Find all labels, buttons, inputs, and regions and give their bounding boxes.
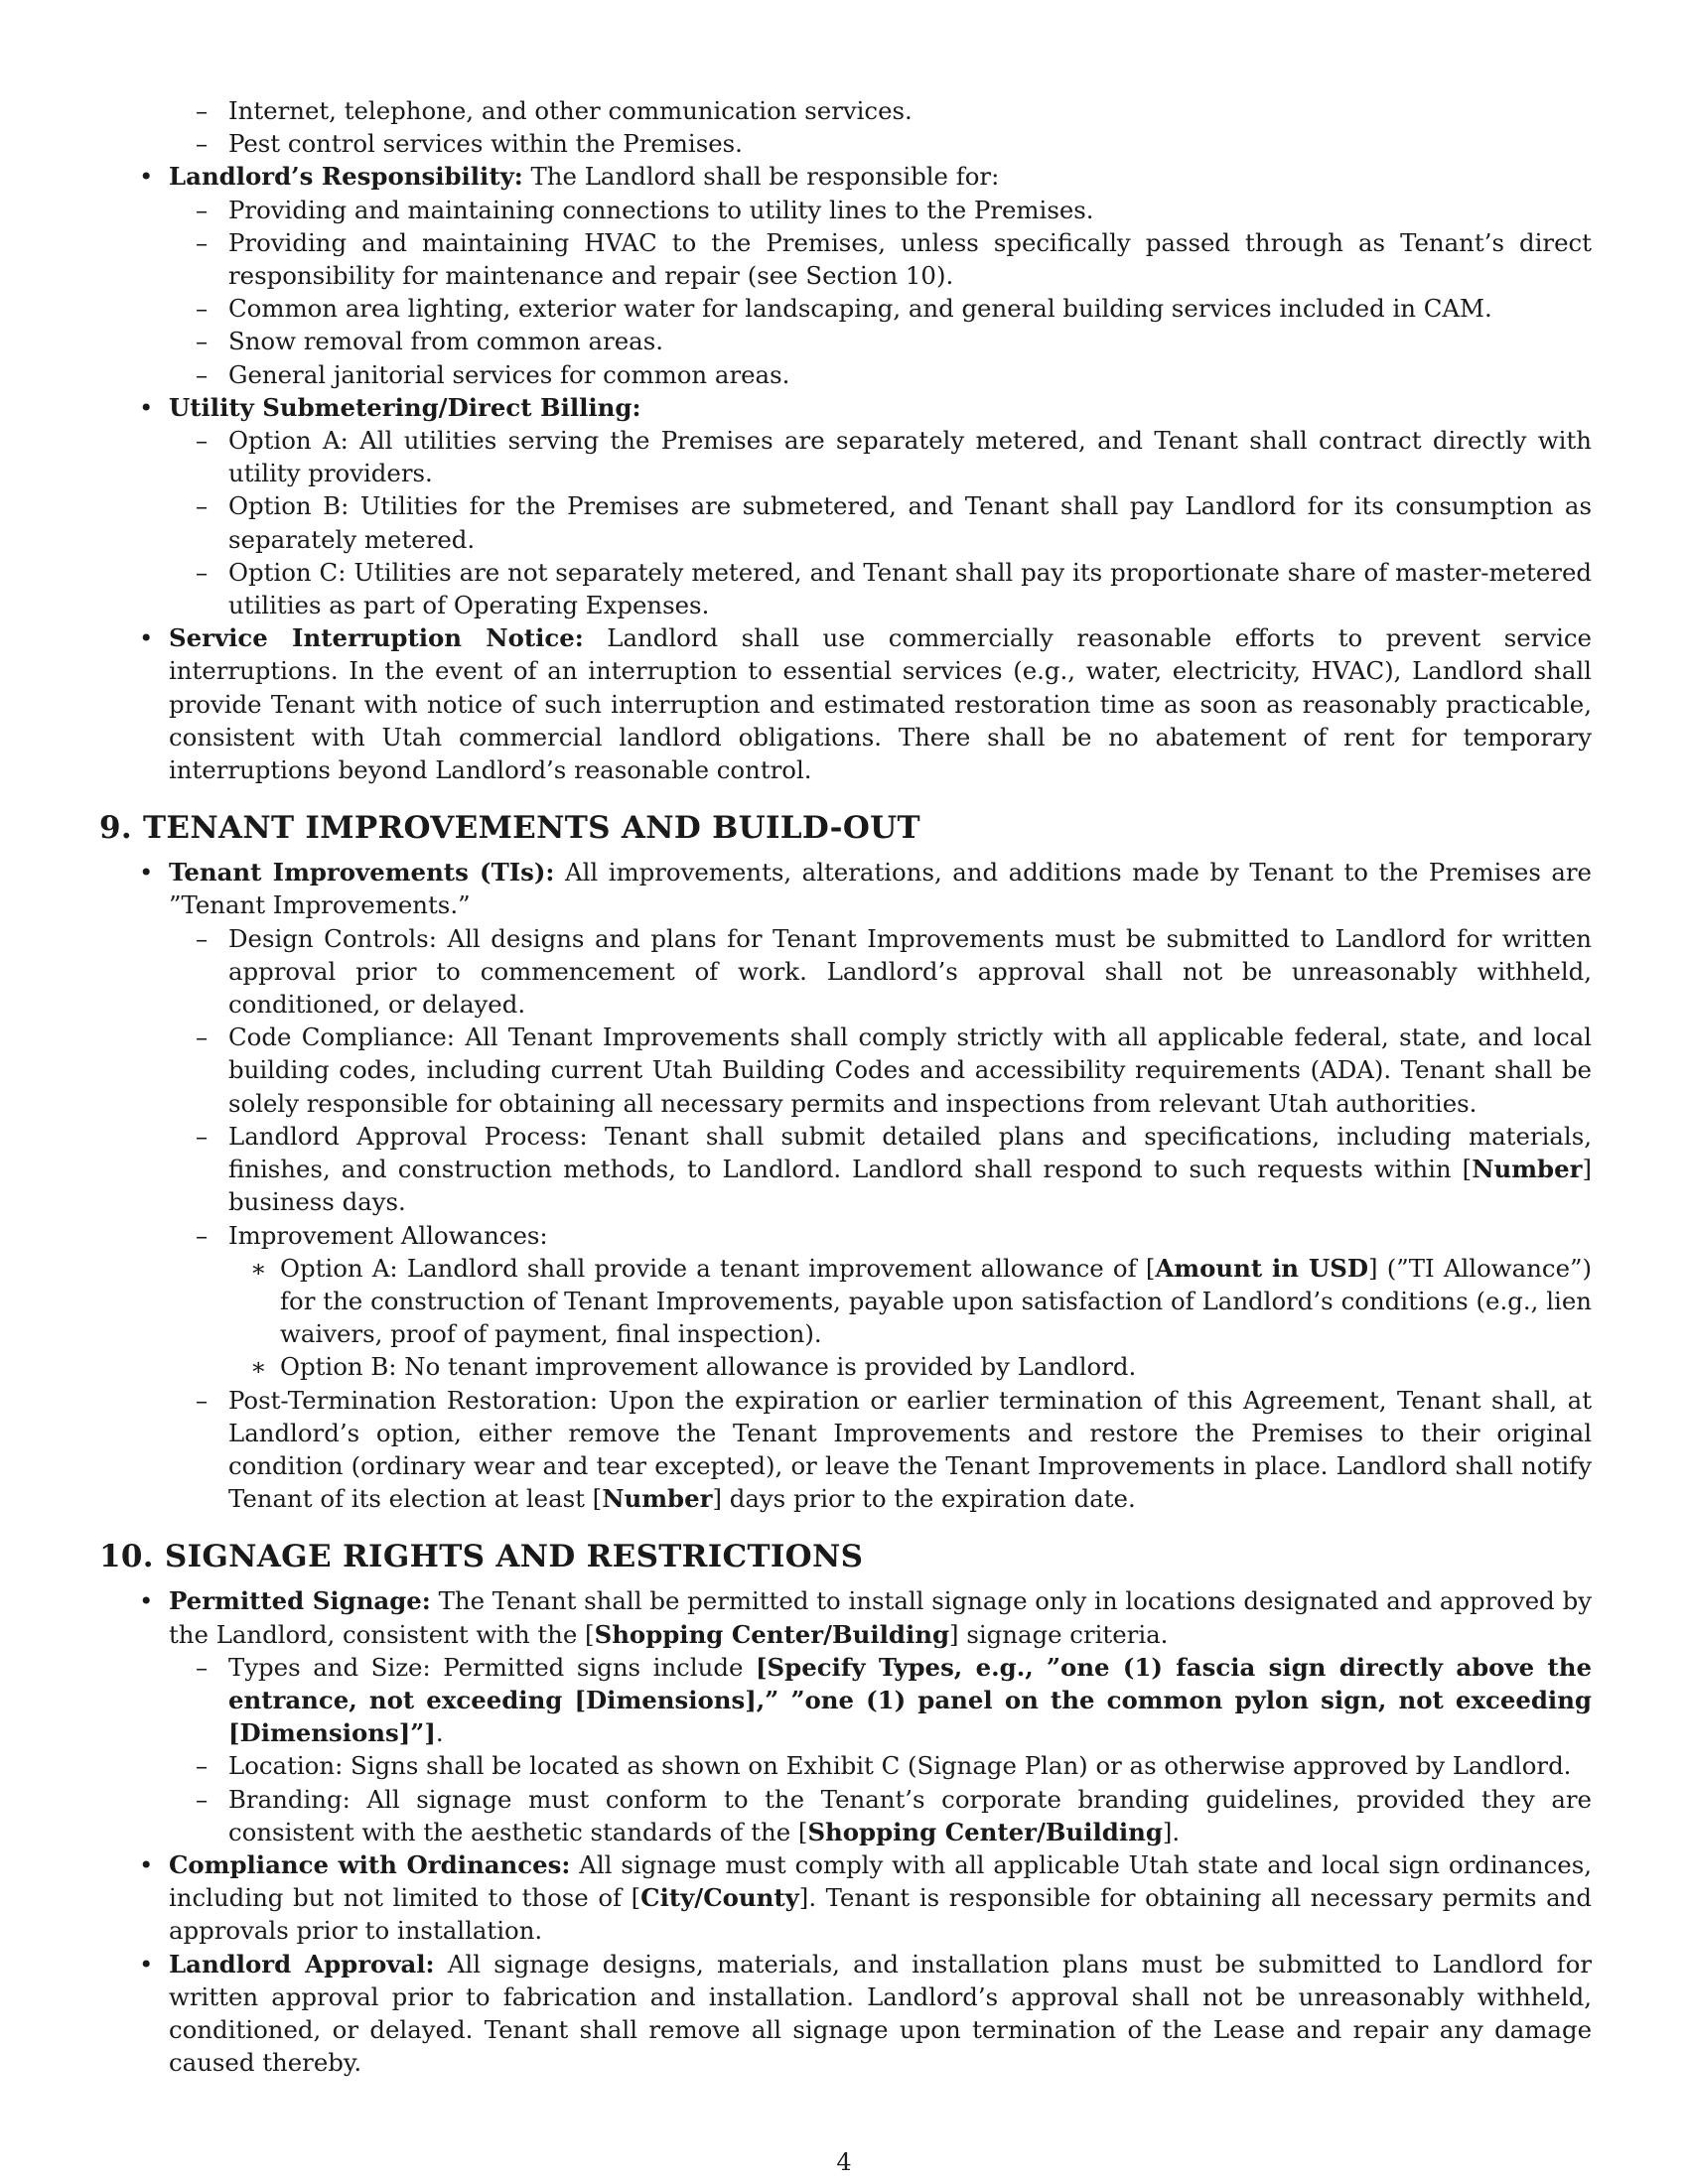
item-label: Utility Submetering/Direct Billing:	[169, 392, 641, 422]
section-10-list	[99, 1584, 1592, 2079]
bullet-marker: •	[139, 1849, 154, 1879]
dash-marker: –	[196, 1385, 209, 1415]
bullet-marker: •	[139, 392, 154, 422]
approval-process-item	[99, 1120, 1592, 1219]
list-item	[99, 424, 1592, 489]
list-item	[99, 94, 1592, 127]
item-text: Pest control services within the Premises.	[228, 129, 743, 159]
item-text: General janitorial services for common areas.	[228, 359, 790, 389]
item-text: Landlord shall use commercially reasonable efforts to prevent service interruptions. In the event of an interruption to essential services (e.g., water, electricity, HVAC), Landlord shall provide Tenant with notice of such interruption and estimated restoration time as soon as reasonably practicable, consistent with Utah commercial landlord obligations. There shall be no abatement of rent for temporary interruptions beyond Landlord’s reasonable control.	[169, 623, 1592, 785]
placeholder-field: Shopping Center/Building	[807, 1817, 1163, 1846]
dash-marker: –	[196, 1121, 209, 1151]
placeholder-field: Number	[602, 1484, 713, 1514]
bullet-marker: •	[139, 858, 154, 887]
item-text: Option A: Landlord shall provide a tenant improvement allowance of [	[280, 1253, 1156, 1283]
item-text: The Landlord shall be responsible for:	[530, 162, 1000, 192]
placeholder-field: Amount in USD	[1155, 1253, 1369, 1283]
item-text: ] business days.	[228, 1155, 1592, 1217]
branding-item	[99, 1783, 1592, 1848]
item-text: ] days prior to the expiration date.	[712, 1484, 1136, 1514]
list-item	[99, 325, 1592, 357]
item-text: Post-Termination Restoration: Upon the expiration or earlier termination of this Agreement, Tenant shall, at Landlord’s option, either remove the Tenant Improvements and restore the Premises to their original condition (ordinary wear and tear excepted), or leave the Tenant Improvements in place. Landlord shall notify Tenant of its election at least [	[228, 1385, 1592, 1514]
item-label: Service Interruption Notice:	[169, 623, 584, 653]
item-text: ] signage criteria.	[949, 1619, 1169, 1649]
item-text: Design Controls: All designs and plans for Tenant Improvements must be submitted to Landlord for written approval prior to commencement of work. Landlord’s approval shall not be unreasonably withheld, conditioned, or delayed.	[228, 923, 1592, 1020]
dash-marker: –	[196, 1220, 209, 1250]
item-text: ].	[1162, 1817, 1181, 1846]
placeholder-field: City/County	[640, 1883, 799, 1913]
dash-marker: –	[196, 294, 209, 324]
item-text: The Tenant shall be permitted to install signage only in locations designated and approved by the Landlord, consistent with the [	[169, 1586, 1592, 1649]
item-text: Option A: All utilities serving the Premises are separately metered, and Tenant shall contract directly with utility providers.	[228, 426, 1592, 488]
dash-marker: –	[196, 96, 209, 125]
item-text: Common area lighting, exterior water for landscaping, and general building services included in CAM.	[228, 294, 1492, 324]
section-9-heading: 9. TENANT IMPROVEMENTS AND BUILD-OUT	[99, 810, 920, 847]
item-text: ] (”TI Allowance”) for the construction of Tenant Improvements, payable upon satisfaction of Landlord’s conditions (e.g., lien waivers, proof of payment, final inspection).	[280, 1253, 1592, 1349]
page-number: 4	[836, 2148, 852, 2176]
design-controls-item	[99, 922, 1592, 1022]
item-text: .	[435, 1718, 444, 1748]
star-marker: ∗	[250, 1253, 267, 1283]
list-item	[99, 292, 1592, 325]
dash-marker: –	[196, 1652, 209, 1682]
item-text: Snow removal from common areas.	[228, 327, 663, 356]
item-text: Internet, telephone, and other communication services.	[228, 96, 913, 125]
item-text: Landlord Approval Process: Tenant shall submit detailed plans and specifications, including materials, finishes, and construction methods, to Landlord. Landlord shall respond to such requests within [	[228, 1121, 1592, 1184]
item-text: All improvements, alterations, and additions made by Tenant to the Premises are ”Tenant Improvements.”	[169, 858, 1592, 920]
placeholder-field: Shopping Center/Building	[594, 1619, 950, 1649]
submetering-item	[99, 391, 1592, 424]
item-text: Providing and maintaining HVAC to the Premises, unless specifically passed through as Tenant’s direct responsibility for maintenance and repair (see Section 10).	[228, 227, 1592, 291]
dash-marker: –	[196, 129, 209, 159]
item-text: Types and Size: Permitted signs include	[228, 1652, 756, 1682]
utilities-continued-list	[99, 94, 1592, 786]
bullet-marker: •	[139, 162, 154, 192]
document-page	[99, 94, 1592, 2079]
location-item	[99, 1749, 1592, 1782]
item-text: All signage designs, materials, and installation plans must be submitted to Landlord for written approval prior to fabrication and installation. Landlord’s approval shall not be unreasonably withheld, conditioned, or delayed. Tenant shall remove all signage upon termination of the Lease and repair any damage caused thereby.	[169, 1949, 1592, 2078]
dash-marker: –	[196, 195, 209, 224]
landlord-responsibility-item	[99, 160, 1592, 193]
item-text: Improvement Allowances:	[228, 1220, 548, 1250]
dash-marker: –	[196, 426, 209, 456]
item-text: Providing and maintaining connections to utility lines to the Premises.	[228, 195, 1094, 224]
list-item	[99, 489, 1592, 555]
list-item	[99, 194, 1592, 226]
ordinances-item	[99, 1848, 1592, 1948]
allowance-option-b	[99, 1350, 1592, 1383]
item-text: Branding: All signage must conform to the Tenant’s corporate branding guidelines, provided they are consistent with the aesthetic standards of the [	[228, 1784, 1592, 1846]
list-item	[99, 556, 1592, 621]
item-text: Option B: Utilities for the Premises are submetered, and Tenant shall pay Landlord for its consumption as separately metered.	[228, 491, 1592, 554]
landlord-approval-item	[99, 1948, 1592, 2080]
dash-marker: –	[196, 1023, 209, 1052]
dash-marker: –	[196, 557, 209, 587]
item-text: All signage must comply with all applicable Utah state and local sign ordinances, including but not limited to those of [	[169, 1849, 1592, 1913]
dash-marker: –	[196, 1751, 209, 1781]
service-interruption-item	[99, 621, 1592, 786]
placeholder-field: [Specify Types, e.g., ”one (1) fascia sign directly above the entrance, not exceeding [Dimensions],” ”one (1) panel on the common pylon sign, not exceeding [Dimensions]”]	[228, 1652, 1592, 1748]
item-label: Compliance with Ordinances:	[169, 1849, 571, 1879]
dash-marker: –	[196, 227, 209, 257]
item-text: Code Compliance: All Tenant Improvements shall comply strictly with all applicable federal, state, and local building codes, including current Utah Building Codes and accessibility requirements (ADA). Tenant shall be solely responsible for obtaining all necessary permits and inspections from relevant Utah authorities.	[228, 1023, 1592, 1118]
item-text: Location: Signs shall be located as shown on Exhibit C (Signage Plan) or as otherwise approved by Landlord.	[228, 1751, 1572, 1781]
dash-marker: –	[196, 327, 209, 356]
item-label: Landlord’s Responsibility:	[169, 162, 523, 192]
dash-marker: –	[196, 1784, 209, 1814]
permitted-signage-item	[99, 1584, 1592, 1650]
bullet-marker: •	[139, 1586, 154, 1616]
item-text: ]. Tenant is responsible for obtaining all necessary permits and approvals prior to installation.	[169, 1883, 1592, 1946]
item-label: Tenant Improvements (TIs):	[169, 858, 555, 887]
item-label: Permitted Signage:	[169, 1586, 431, 1616]
allowance-option-a	[99, 1252, 1592, 1351]
restoration-item	[99, 1384, 1592, 1516]
code-compliance-item	[99, 1021, 1592, 1120]
section-10-heading: 10. SIGNAGE RIGHTS AND RESTRICTIONS	[99, 1539, 864, 1575]
list-item	[99, 127, 1592, 160]
list-item	[99, 226, 1592, 292]
types-and-size-item	[99, 1651, 1592, 1750]
placeholder-field: Number	[1472, 1155, 1583, 1184]
star-marker: ∗	[250, 1352, 267, 1382]
dash-marker: –	[196, 923, 209, 953]
allowances-item	[99, 1219, 1592, 1252]
item-text: Option B: No tenant improvement allowance is provided by Landlord.	[280, 1352, 1137, 1382]
section-9-list	[99, 856, 1592, 1515]
tenant-improvements-item	[99, 856, 1592, 921]
item-label: Landlord Approval:	[169, 1949, 435, 1979]
dash-marker: –	[196, 359, 209, 389]
item-text: Option C: Utilities are not separately metered, and Tenant shall pay its proportionate share of master-metered utilities as part of Operating Expenses.	[228, 557, 1592, 620]
bullet-marker: •	[139, 623, 154, 653]
dash-marker: –	[196, 491, 209, 521]
bullet-marker: •	[139, 1949, 154, 1979]
list-item	[99, 358, 1592, 391]
